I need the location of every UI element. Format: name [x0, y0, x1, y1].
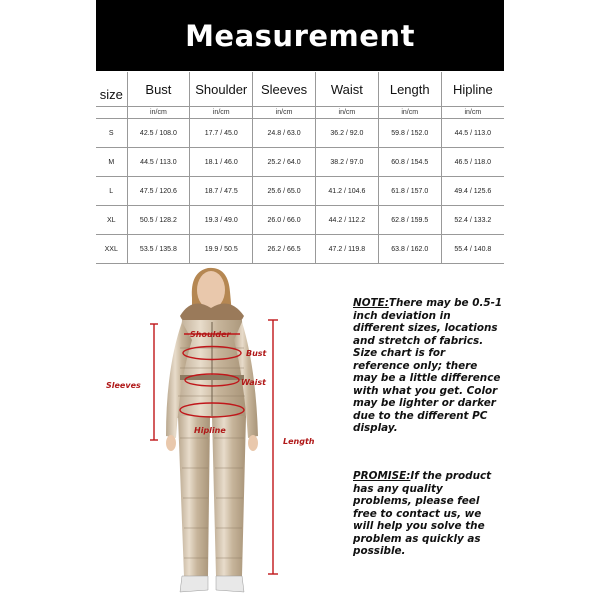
table-cell: 55.4 / 140.8	[441, 235, 504, 264]
table-cell: 25.2 / 64.0	[253, 148, 316, 177]
table-cell: 24.8 / 63.0	[253, 119, 316, 148]
sleeves-label: Sleeves	[106, 381, 141, 390]
table-cell: 50.5 / 128.2	[127, 206, 190, 235]
note-text	[353, 297, 503, 435]
page-title: Measurement	[185, 18, 415, 53]
table-cell: 62.8 / 159.5	[378, 206, 441, 235]
table-cell: 59.8 / 152.0	[378, 119, 441, 148]
table-cell: 47.2 / 119.8	[315, 235, 378, 264]
size-chart-table	[96, 72, 504, 264]
column-header: Waist	[315, 72, 378, 107]
size-label: M	[96, 148, 127, 177]
column-header: Hipline	[441, 72, 504, 107]
size-label: S	[96, 119, 127, 148]
column-header: Length	[378, 72, 441, 107]
table-cell: 44.5 / 113.0	[441, 119, 504, 148]
size-label: XL	[96, 206, 127, 235]
table-cell: 61.8 / 157.0	[378, 177, 441, 206]
table-cell: 36.2 / 92.0	[315, 119, 378, 148]
bust-label: Bust	[246, 349, 267, 358]
size-column-header: size	[96, 72, 127, 107]
table-cell: 17.7 / 45.0	[190, 119, 253, 148]
table-cell: 42.5 / 108.0	[127, 119, 190, 148]
table-cell: 60.8 / 154.5	[378, 148, 441, 177]
promise-text	[353, 470, 503, 558]
table-row	[96, 206, 504, 235]
table-cell: 46.5 / 118.0	[441, 148, 504, 177]
column-header: Bust	[127, 72, 190, 107]
unit-label: in/cm	[190, 107, 253, 119]
waist-label: Waist	[241, 378, 267, 387]
table-cell: 63.8 / 162.0	[378, 235, 441, 264]
promise-prefix: PROMISE:	[353, 470, 411, 482]
unit-label: in/cm	[315, 107, 378, 119]
belt	[180, 375, 244, 380]
unit-label: in/cm	[441, 107, 504, 119]
table-cell: 44.2 / 112.2	[315, 206, 378, 235]
unit-label: in/cm	[378, 107, 441, 119]
hand-shape	[248, 435, 258, 451]
table-cell: 18.7 / 47.5	[190, 177, 253, 206]
note-body: There may be 0.5-1 inch deviation in different sizes, locations and stretch of fabrics. Size chart is for reference only; there may be a little difference with what you get. Color may be lighter or darker due to the different PC display.	[353, 297, 503, 434]
title-banner	[96, 0, 504, 71]
table-cell: 18.1 / 46.0	[190, 148, 253, 177]
table-row	[96, 177, 504, 206]
right-leg	[212, 416, 246, 576]
face-shape	[197, 271, 225, 309]
table-cell: 25.6 / 65.0	[253, 177, 316, 206]
table-cell: 53.5 / 135.8	[127, 235, 190, 264]
column-header: Sleeves	[253, 72, 316, 107]
hand-shape	[166, 435, 176, 451]
size-label: L	[96, 177, 127, 206]
table-cell: 26.2 / 66.5	[253, 235, 316, 264]
note-prefix: NOTE:	[353, 297, 389, 309]
promise-body: If the product has any quality problems, please feel free to contact us, we will help you solve the problem as quickly as possible.	[353, 470, 492, 557]
table-cell: 19.9 / 50.5	[190, 235, 253, 264]
table-cell: 49.4 / 125.6	[441, 177, 504, 206]
table-cell: 47.5 / 120.6	[127, 177, 190, 206]
table-cell: 52.4 / 133.2	[441, 206, 504, 235]
shoulder-label: Shoulder	[190, 330, 231, 339]
table-row	[96, 148, 504, 177]
table-cell: 41.2 / 104.6	[315, 177, 378, 206]
right-shoe	[216, 576, 244, 592]
column-header: Shoulder	[190, 72, 253, 107]
unit-label: in/cm	[253, 107, 316, 119]
table-cell: 19.3 / 49.0	[190, 206, 253, 235]
table-row	[96, 119, 504, 148]
jumpsuit-figure	[96, 258, 336, 600]
unit-spacer	[96, 107, 127, 119]
table-cell: 44.5 / 113.0	[127, 148, 190, 177]
left-leg	[178, 416, 210, 576]
length-label: Length	[283, 437, 315, 446]
table-cell: 26.0 / 66.0	[253, 206, 316, 235]
hipline-label: Hipline	[194, 426, 226, 435]
unit-label: in/cm	[127, 107, 190, 119]
table-cell: 38.2 / 97.0	[315, 148, 378, 177]
left-shoe	[180, 576, 208, 592]
size-label: XXL	[96, 235, 127, 264]
